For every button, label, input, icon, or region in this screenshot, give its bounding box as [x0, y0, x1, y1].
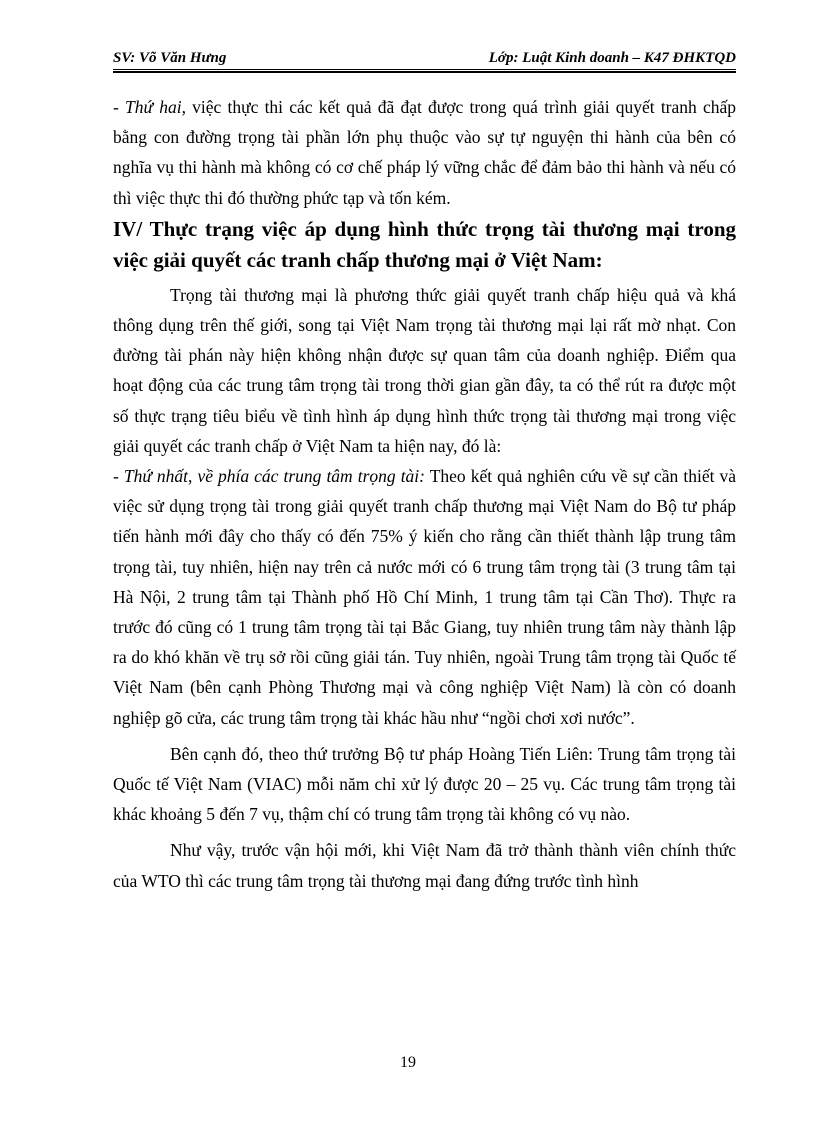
page-number: 19: [400, 1054, 416, 1071]
paragraph-text: Theo kết quả nghiên cứu về sự cần thiết và việc sử dụng trọng tài trong giải quyết tranh chấp thương mại Việt Nam do Bộ tư pháp tiến hành mới đây cho thấy có đến 75% ý kiến cho rằng cần thiết thành lập trung tâm trọng tài, tuy nhiên, hiện nay trên cả nước mới có 6 trung tâm trọng tài (3 trung tâm tại Hà Nội, 2 trung tâm tại Thành phố Hồ Chí Minh, 1 trung tâm tại Cần Thơ). Thực ra trước đó cũng có 1 trung tâm trọng tài tại Bắc Giang, tuy nhiên trung tâm này thành lập ra do khó khăn về trụ sở rồi cũng giải tán. Tuy nhiên, ngoài Trung tâm trọng tài Quốc tế Việt Nam (bên cạnh Phòng Thương mại và công nghiệp Việt Nam) là còn có doanh nghiệp gõ cửa, các trung tâm trọng tài khác hầu như “ngồi chơi xơi nước”.: [113, 466, 736, 728]
class-name: Lớp: Luật Kinh doanh – K47 ĐHKTQD: [488, 50, 736, 66]
paragraph-lead: - Thứ nhất, về phía các trung tâm trọng tài:: [113, 466, 425, 487]
header-divider: [113, 69, 736, 73]
paragraph-lead: - Thứ hai: [113, 97, 182, 117]
paragraph-first-point: [113, 461, 736, 733]
page-body: [113, 92, 736, 896]
paragraph-viac: Bên cạnh đó, theo thứ trưởng Bộ tư pháp Hoàng Tiến Liên: Trung tâm trọng tài Quốc tế Việt Nam (VIAC) mỗi năm chỉ xử lý được 20 – 25 vụ. Các trung tâm trọng tài khác khoảng 5 đến 7 vụ, thậm chí có trung tâm trọng tài không có vụ nào.: [113, 743, 736, 825]
paragraph-second-point: [113, 92, 736, 213]
paragraph-text: , việc thực thi các kết quả đã đạt được trong quá trình giải quyết tranh chấp bằng con đường trọng tài phần lớn phụ thuộc vào sự tự nguyện thi hành của bên có nghĩa vụ thi hành mà không có cơ chế pháp lý vững chắc để đảm bảo thi hành và nếu có thì việc thực thi đó thường phức tạp và tốn kém.: [113, 97, 736, 208]
page-header: [113, 48, 736, 68]
section-heading: IV/ Thực trạng việc áp dụng hình thức trọng tài thương mại trong việc giải quyết các tranh chấp thương mại ở Việt Nam:: [113, 216, 736, 272]
student-name: SV: Võ Văn Hưng: [113, 50, 227, 66]
paragraph-conclusion: Như vậy, trước vận hội mới, khi Việt Nam đã trở thành thành viên chính thức của WTO thì các trung tâm trọng tài thương mại đang đứng trước tình hình: [113, 840, 736, 891]
paragraph-intro: Trọng tài thương mại là phương thức giải quyết tranh chấp hiệu quả và khá thông dụng trên thế giới, song tại Việt Nam trọng tài thương mại lại rất mờ nhạt. Con đường tài phán này hiện không nhận được sự quan tâm của doanh nghiệp. Điểm qua hoạt động của các trung tâm trọng tài trong thời gian gần đây, ta có thể rút ra được một số thực trạng tiêu biểu về tình hình áp dụng hình thức trọng tài thương mại trong việc giải quyết các tranh chấp ở Việt Nam ta hiện nay, đó là:: [113, 284, 736, 456]
